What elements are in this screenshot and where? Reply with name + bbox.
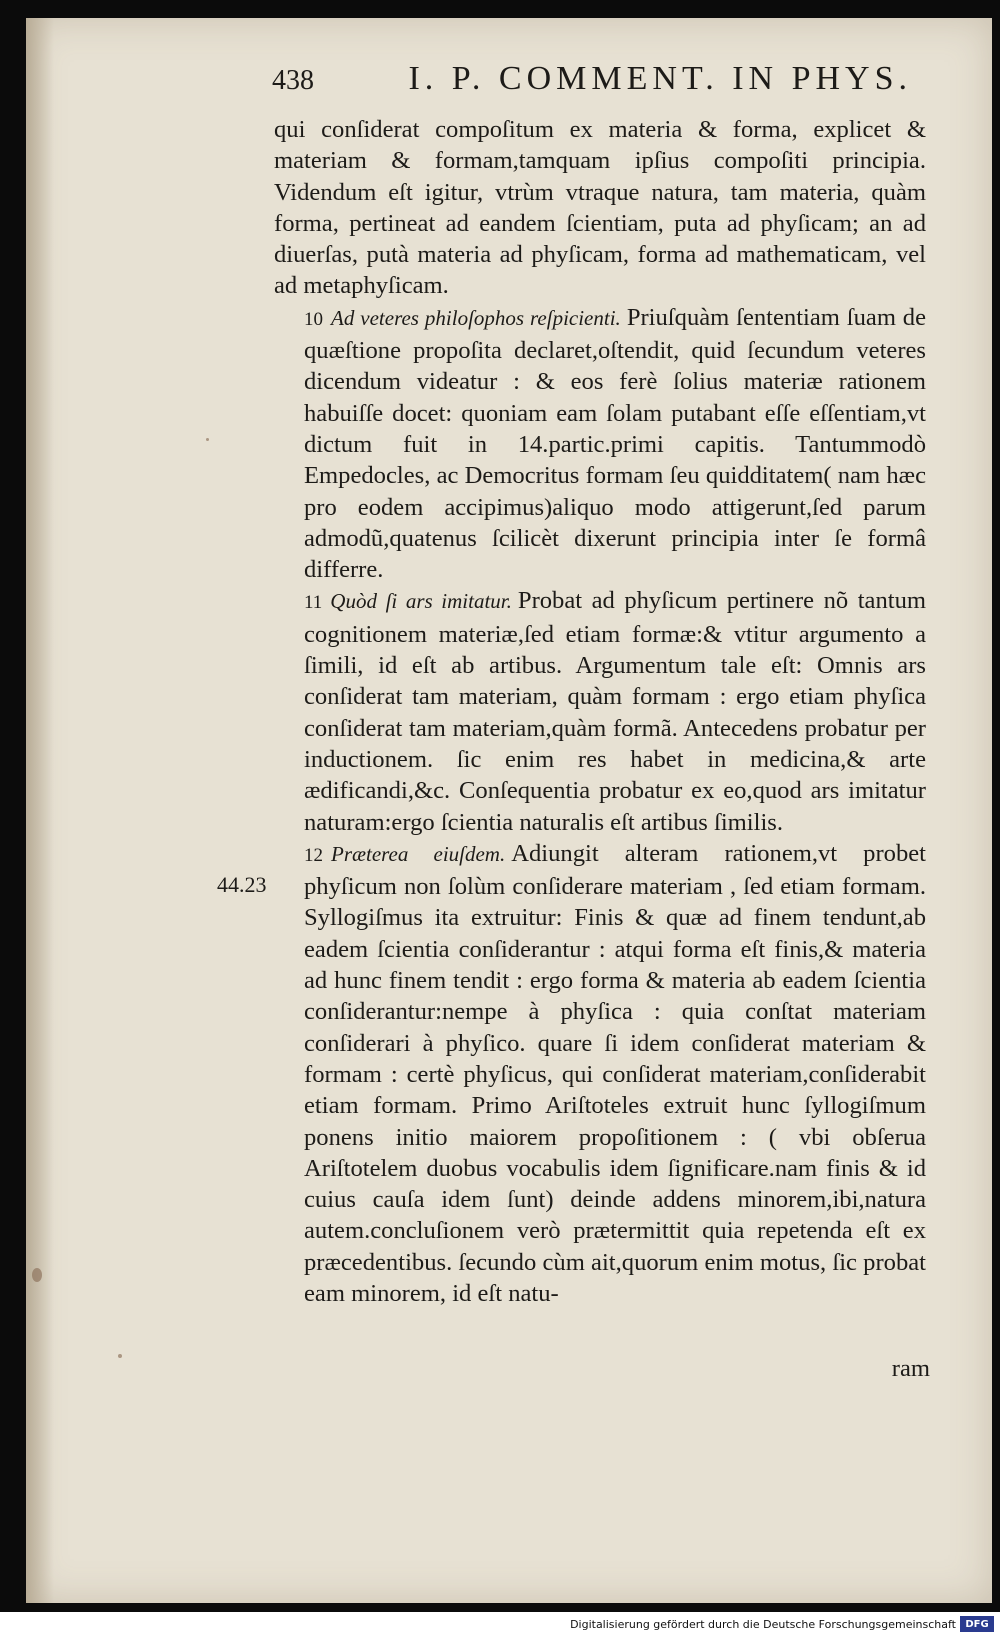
catchword: ram: [891, 1355, 930, 1382]
paragraph-lemma: Ad veteres philoſophos reſpicienti.: [331, 305, 621, 330]
paragraph-text: qui conſiderat compoſitum ex materia & forma, explicet & materiam & formam,tamquam ipſius compoſiti principia. Videndum eſt igitur, vtrùm vtraque natura, tam materia, quàm forma, pertineat ad eandem ſcientiam, puta ad phyſicam; an ad diuerſas, putà materia ad phyſicam, forma ad mathematicam, vel ad metaphyſicam.: [274, 116, 926, 300]
digitization-credit: Digitalisierung gefördert durch die Deutsche Forschungsgemeinschaft: [570, 1618, 956, 1631]
dfg-logo-icon: DFG: [960, 1616, 994, 1632]
paragraph-continuation: [274, 114, 926, 302]
paragraph-11: [274, 585, 926, 837]
paragraph-lemma: Præterea eiuſdem.: [331, 841, 506, 866]
running-header: [272, 60, 912, 98]
paper-stain: [118, 1354, 122, 1358]
paragraph-text: Adiungit alteram rationem,vt probet phyſicum non ſolùm conſiderare materiam , ſed etiam formam. Syllogiſmus ita extruitur: Finis & quæ ad finem tendunt,ab eadem ſcientia conſiderantur : atqui forma eſt finis,& materia ad hunc finem tendit : ergo forma & materia ab eadem ſcientia conſiderantur:nempe à phyſica : quia conſtat materiam conſiderari à phyſico. quare ſi idem conſiderat materiam & formam : certè phyſicus, qui conſiderat materiam,conſiderabit etiam formam. Primo Ariſtoteles extruit hunc ſyllogiſmum ponens initio maiorem propoſitionem : ( vbi obſerua Ariſtotelem duobus vocabulis idem ſignificare.nam finis & id cuius cauſa idem ſunt) deinde addens minorem,ibi,natura autem.concluſionem verò prætermittit quia repetenda eſt ex præcedentibus. ſecundo cùm ait,quorum enim motus, ſic probat eam minorem, id eſt natu-: [304, 839, 926, 1307]
book-page: [26, 18, 992, 1603]
paragraph-number: 10: [304, 308, 323, 330]
margin-reference: 44.23: [217, 872, 267, 897]
paragraph-number: 11: [304, 592, 323, 614]
paper-stain: [32, 1268, 42, 1282]
page-number: 438: [272, 65, 314, 96]
paragraph-text: Probat ad phyſicum pertinere nõ tantum cognitionem materiæ,ſed etiam formæ:& vtitur argumento a ſimili, id eſt ab artibus. Argumentum tale eſt: Omnis ars conſiderat tam materiam, quàm formam : ergo etiam phyſica conſiderat tam materiam,quàm formã. Antecedens probatur per inductionem. ſic enim res habet in medicina,& arte ædificandi,&c. Conſequentia probatur ex eo,quod ars imitatur naturam:ergo ſcientia naturalis eſt artibus ſimilis.: [304, 587, 926, 836]
paragraph-number: 12: [304, 844, 323, 866]
paragraph-text: Priuſquàm ſententiam ſuam de quæſtione propoſita declaret,oſtendit, quid ſecundum veteres dicendum videatur : & eos ferè ſolius materiæ rationem habuiſſe docet: quoniam eam ſolam putabant eſſe eſſentiam,vt dictum fuit in 14.partic.primi capitis. Tantummodò Empedocles, ac Democritus formam ſeu quidditatem( nam hæc pro eodem accipimus)aliquo modo attigerunt,ſed parum admodũ,quatenus ſcilicèt dixerunt principia inter ſe formâ differre.: [304, 303, 927, 584]
paper-stain: [206, 438, 209, 441]
paragraph-lemma: Quòd ſi ars imitatur.: [330, 589, 512, 614]
paragraph-12: [274, 838, 926, 1309]
paragraph-10: [274, 302, 926, 586]
running-title: I. P. COMMENT. IN PHYS.: [408, 60, 912, 97]
body-text: [274, 114, 926, 1309]
